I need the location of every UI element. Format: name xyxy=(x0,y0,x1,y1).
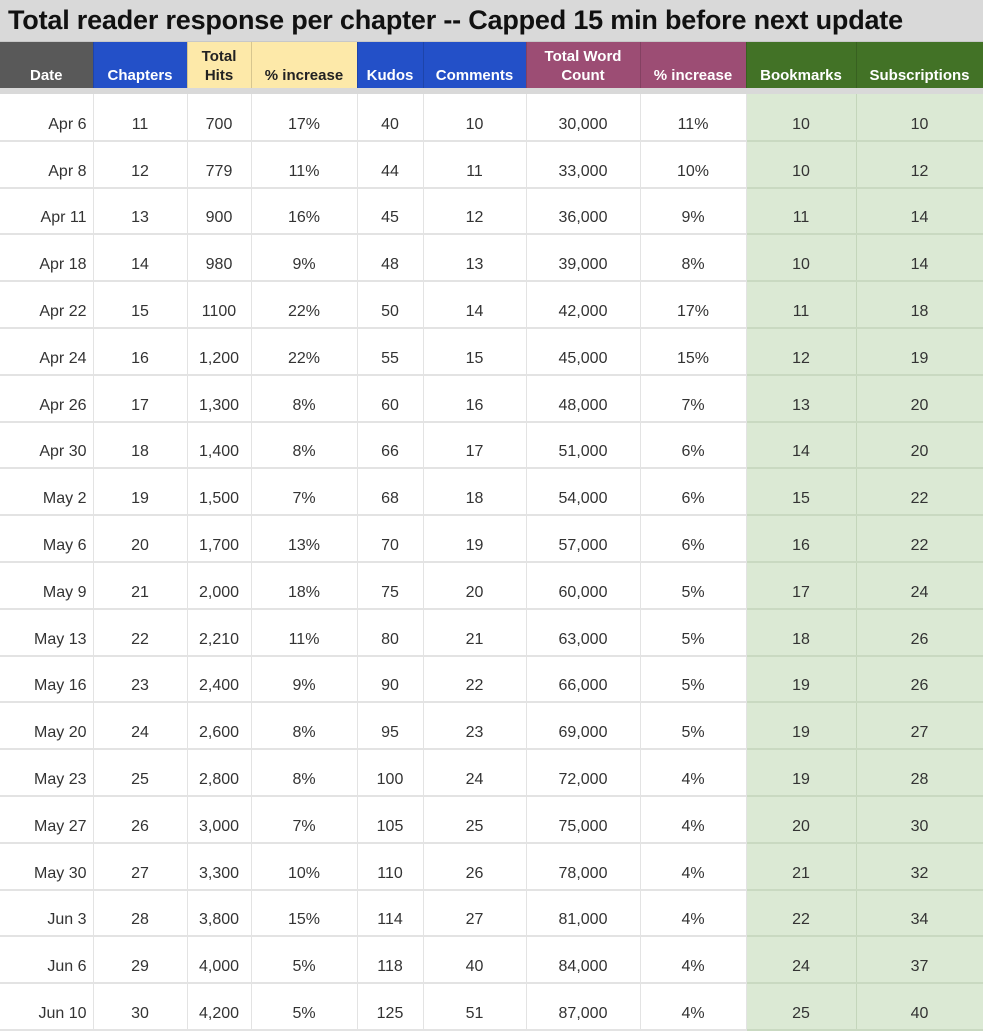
cell-hits-increase[interactable]: 11% xyxy=(251,141,357,188)
table-body xyxy=(0,94,983,1030)
cell-total-word-count[interactable]: 54,000 xyxy=(526,468,640,515)
cell-kudos[interactable]: 55 xyxy=(357,328,423,375)
cell-chapters[interactable]: 19 xyxy=(93,468,187,515)
cell-date[interactable]: May 16 xyxy=(0,656,93,703)
cell-subscriptions[interactable]: 18 xyxy=(856,281,983,328)
cell-subscriptions[interactable]: 26 xyxy=(856,656,983,703)
cell-comments[interactable]: 12 xyxy=(423,188,526,235)
cell-total-word-count[interactable]: 69,000 xyxy=(526,702,640,749)
cell-kudos[interactable]: 95 xyxy=(357,702,423,749)
cell-chapters[interactable]: 22 xyxy=(93,609,187,656)
cell-date[interactable]: Apr 6 xyxy=(0,94,93,141)
cell-total-word-count[interactable]: 57,000 xyxy=(526,515,640,562)
cell-bookmarks[interactable]: 14 xyxy=(746,422,856,469)
cell-hits-increase[interactable]: 5% xyxy=(251,983,357,1030)
cell-chapters[interactable]: 18 xyxy=(93,422,187,469)
cell-chapters[interactable]: 24 xyxy=(93,702,187,749)
cell-subscriptions[interactable]: 40 xyxy=(856,983,983,1030)
header-row xyxy=(0,42,983,88)
cell-chapters[interactable]: 30 xyxy=(93,983,187,1030)
cell-total-hits[interactable]: 2,400 xyxy=(187,656,251,703)
cell-chapters[interactable]: 13 xyxy=(93,188,187,235)
cell-kudos[interactable]: 114 xyxy=(357,890,423,937)
cell-hits-increase[interactable]: 9% xyxy=(251,234,357,281)
cell-kudos[interactable]: 44 xyxy=(357,141,423,188)
cell-bookmarks[interactable]: 19 xyxy=(746,656,856,703)
cell-date[interactable]: Jun 10 xyxy=(0,983,93,1030)
table-row xyxy=(0,749,983,796)
cell-subscriptions[interactable]: 28 xyxy=(856,749,983,796)
cell-bookmarks[interactable]: 19 xyxy=(746,702,856,749)
cell-total-word-count[interactable]: 48,000 xyxy=(526,375,640,422)
cell-total-word-count[interactable]: 84,000 xyxy=(526,936,640,983)
cell-kudos[interactable]: 45 xyxy=(357,188,423,235)
table-row xyxy=(0,188,983,235)
cell-kudos[interactable]: 40 xyxy=(357,94,423,141)
cell-total-hits[interactable]: 1,400 xyxy=(187,422,251,469)
table-row xyxy=(0,515,983,562)
cell-total-hits[interactable]: 4,000 xyxy=(187,936,251,983)
cell-words-increase[interactable]: 17% xyxy=(640,281,746,328)
cell-comments[interactable]: 21 xyxy=(423,609,526,656)
cell-bookmarks[interactable]: 10 xyxy=(746,141,856,188)
header-chapters[interactable]: Chapters xyxy=(93,42,187,88)
table-row xyxy=(0,141,983,188)
cell-bookmarks[interactable]: 10 xyxy=(746,94,856,141)
cell-bookmarks[interactable]: 21 xyxy=(746,843,856,890)
header-date[interactable]: Date xyxy=(0,42,93,88)
cell-bookmarks[interactable]: 22 xyxy=(746,890,856,937)
cell-hits-increase[interactable]: 16% xyxy=(251,188,357,235)
header-word-count-line2: Count xyxy=(561,67,605,84)
reader-response-table xyxy=(0,42,983,1031)
cell-subscriptions[interactable]: 37 xyxy=(856,936,983,983)
cell-comments[interactable]: 26 xyxy=(423,843,526,890)
cell-words-increase[interactable]: 11% xyxy=(640,94,746,141)
cell-words-increase[interactable]: 4% xyxy=(640,890,746,937)
cell-comments[interactable]: 20 xyxy=(423,562,526,609)
cell-chapters[interactable]: 23 xyxy=(93,656,187,703)
cell-date[interactable]: May 9 xyxy=(0,562,93,609)
cell-comments[interactable]: 16 xyxy=(423,375,526,422)
cell-comments[interactable]: 10 xyxy=(423,94,526,141)
cell-subscriptions[interactable]: 30 xyxy=(856,796,983,843)
header-word-count-line1: Total Word xyxy=(544,48,622,65)
cell-words-increase[interactable]: 6% xyxy=(640,515,746,562)
cell-total-hits[interactable]: 2,600 xyxy=(187,702,251,749)
cell-total-hits[interactable]: 1,500 xyxy=(187,468,251,515)
cell-words-increase[interactable]: 8% xyxy=(640,234,746,281)
cell-total-word-count[interactable]: 36,000 xyxy=(526,188,640,235)
header-total-hits-line1: Total xyxy=(201,48,237,65)
table-row xyxy=(0,94,983,141)
cell-comments[interactable]: 22 xyxy=(423,656,526,703)
cell-subscriptions[interactable]: 22 xyxy=(856,468,983,515)
cell-chapters[interactable]: 28 xyxy=(93,890,187,937)
cell-hits-increase[interactable]: 22% xyxy=(251,281,357,328)
cell-date[interactable]: May 27 xyxy=(0,796,93,843)
cell-total-word-count[interactable]: 63,000 xyxy=(526,609,640,656)
cell-date[interactable]: Apr 30 xyxy=(0,422,93,469)
cell-chapters[interactable]: 21 xyxy=(93,562,187,609)
cell-total-word-count[interactable]: 33,000 xyxy=(526,141,640,188)
cell-kudos[interactable]: 48 xyxy=(357,234,423,281)
header-words-increase[interactable]: % increase xyxy=(640,42,746,88)
cell-chapters[interactable]: 17 xyxy=(93,375,187,422)
cell-bookmarks[interactable]: 25 xyxy=(746,983,856,1030)
cell-total-word-count[interactable]: 51,000 xyxy=(526,422,640,469)
cell-bookmarks[interactable]: 11 xyxy=(746,281,856,328)
cell-kudos[interactable]: 60 xyxy=(357,375,423,422)
cell-subscriptions[interactable]: 27 xyxy=(856,702,983,749)
cell-kudos[interactable]: 105 xyxy=(357,796,423,843)
cell-kudos[interactable]: 70 xyxy=(357,515,423,562)
cell-words-increase[interactable]: 5% xyxy=(640,656,746,703)
cell-date[interactable]: Jun 6 xyxy=(0,936,93,983)
cell-date[interactable]: May 30 xyxy=(0,843,93,890)
cell-date[interactable]: Apr 8 xyxy=(0,141,93,188)
cell-total-hits[interactable]: 3,800 xyxy=(187,890,251,937)
cell-bookmarks[interactable]: 13 xyxy=(746,375,856,422)
cell-total-hits[interactable]: 2,000 xyxy=(187,562,251,609)
cell-total-word-count[interactable]: 60,000 xyxy=(526,562,640,609)
cell-hits-increase[interactable]: 10% xyxy=(251,843,357,890)
cell-words-increase[interactable]: 4% xyxy=(640,796,746,843)
cell-comments[interactable]: 18 xyxy=(423,468,526,515)
cell-bookmarks[interactable]: 16 xyxy=(746,515,856,562)
cell-words-increase[interactable]: 5% xyxy=(640,562,746,609)
header-bookmarks[interactable]: Bookmarks xyxy=(746,42,856,88)
cell-total-word-count[interactable]: 42,000 xyxy=(526,281,640,328)
cell-chapters[interactable]: 26 xyxy=(93,796,187,843)
cell-hits-increase[interactable]: 5% xyxy=(251,936,357,983)
cell-total-hits[interactable]: 1,700 xyxy=(187,515,251,562)
table-row xyxy=(0,936,983,983)
cell-total-word-count[interactable]: 75,000 xyxy=(526,796,640,843)
cell-total-hits[interactable]: 700 xyxy=(187,94,251,141)
cell-total-word-count[interactable]: 87,000 xyxy=(526,983,640,1030)
cell-kudos[interactable]: 110 xyxy=(357,843,423,890)
cell-words-increase[interactable]: 4% xyxy=(640,749,746,796)
table-row xyxy=(0,890,983,937)
cell-date[interactable]: May 23 xyxy=(0,749,93,796)
cell-date[interactable]: May 6 xyxy=(0,515,93,562)
cell-hits-increase[interactable]: 8% xyxy=(251,375,357,422)
cell-total-word-count[interactable]: 72,000 xyxy=(526,749,640,796)
table-row xyxy=(0,375,983,422)
header-total-hits-line2: Hits xyxy=(204,67,234,84)
header-subscriptions[interactable]: Subscriptions xyxy=(856,42,983,88)
cell-kudos[interactable]: 80 xyxy=(357,609,423,656)
cell-date[interactable]: May 20 xyxy=(0,702,93,749)
cell-subscriptions[interactable]: 10 xyxy=(856,94,983,141)
cell-date[interactable]: Jun 3 xyxy=(0,890,93,937)
cell-date[interactable]: Apr 11 xyxy=(0,188,93,235)
cell-comments[interactable]: 13 xyxy=(423,234,526,281)
header-hits-increase[interactable]: % increase xyxy=(251,42,357,88)
cell-hits-increase[interactable]: 7% xyxy=(251,468,357,515)
cell-subscriptions[interactable]: 34 xyxy=(856,890,983,937)
cell-subscriptions[interactable]: 19 xyxy=(856,328,983,375)
header-total-hits[interactable] xyxy=(187,42,251,88)
cell-total-hits[interactable]: 980 xyxy=(187,234,251,281)
cell-hits-increase[interactable]: 18% xyxy=(251,562,357,609)
cell-comments[interactable]: 15 xyxy=(423,328,526,375)
cell-kudos[interactable]: 75 xyxy=(357,562,423,609)
cell-chapters[interactable]: 29 xyxy=(93,936,187,983)
cell-subscriptions[interactable]: 26 xyxy=(856,609,983,656)
cell-words-increase[interactable]: 7% xyxy=(640,375,746,422)
cell-words-increase[interactable]: 15% xyxy=(640,328,746,375)
cell-words-increase[interactable]: 10% xyxy=(640,141,746,188)
cell-total-hits[interactable]: 1,200 xyxy=(187,328,251,375)
cell-words-increase[interactable]: 6% xyxy=(640,468,746,515)
header-comments[interactable]: Comments xyxy=(423,42,526,88)
cell-comments[interactable]: 51 xyxy=(423,983,526,1030)
cell-chapters[interactable]: 15 xyxy=(93,281,187,328)
cell-comments[interactable]: 27 xyxy=(423,890,526,937)
cell-hits-increase[interactable]: 13% xyxy=(251,515,357,562)
cell-kudos[interactable]: 118 xyxy=(357,936,423,983)
cell-total-word-count[interactable]: 66,000 xyxy=(526,656,640,703)
cell-comments[interactable]: 24 xyxy=(423,749,526,796)
cell-total-hits[interactable]: 1,300 xyxy=(187,375,251,422)
cell-chapters[interactable]: 16 xyxy=(93,328,187,375)
header-kudos[interactable]: Kudos xyxy=(357,42,423,88)
cell-words-increase[interactable]: 5% xyxy=(640,702,746,749)
cell-subscriptions[interactable]: 12 xyxy=(856,141,983,188)
cell-comments[interactable]: 17 xyxy=(423,422,526,469)
cell-kudos[interactable]: 66 xyxy=(357,422,423,469)
cell-kudos[interactable]: 100 xyxy=(357,749,423,796)
cell-total-word-count[interactable]: 78,000 xyxy=(526,843,640,890)
table-row xyxy=(0,468,983,515)
cell-words-increase[interactable]: 9% xyxy=(640,188,746,235)
cell-total-hits[interactable]: 3,300 xyxy=(187,843,251,890)
cell-hits-increase[interactable]: 9% xyxy=(251,656,357,703)
table-row xyxy=(0,422,983,469)
cell-kudos[interactable]: 90 xyxy=(357,656,423,703)
table-row xyxy=(0,702,983,749)
table-row xyxy=(0,983,983,1030)
cell-subscriptions[interactable]: 20 xyxy=(856,422,983,469)
cell-words-increase[interactable]: 6% xyxy=(640,422,746,469)
cell-chapters[interactable]: 20 xyxy=(93,515,187,562)
table-row xyxy=(0,796,983,843)
cell-hits-increase[interactable]: 8% xyxy=(251,422,357,469)
cell-total-hits[interactable]: 2,800 xyxy=(187,749,251,796)
cell-subscriptions[interactable]: 20 xyxy=(856,375,983,422)
cell-bookmarks[interactable]: 11 xyxy=(746,188,856,235)
table-row xyxy=(0,234,983,281)
cell-bookmarks[interactable]: 18 xyxy=(746,609,856,656)
cell-date[interactable]: Apr 24 xyxy=(0,328,93,375)
cell-comments[interactable]: 40 xyxy=(423,936,526,983)
cell-date[interactable]: Apr 26 xyxy=(0,375,93,422)
table-row xyxy=(0,281,983,328)
cell-subscriptions[interactable]: 14 xyxy=(856,234,983,281)
cell-date[interactable]: May 2 xyxy=(0,468,93,515)
cell-hits-increase[interactable]: 11% xyxy=(251,609,357,656)
cell-chapters[interactable]: 11 xyxy=(93,94,187,141)
cell-words-increase[interactable]: 5% xyxy=(640,609,746,656)
cell-date[interactable]: May 13 xyxy=(0,609,93,656)
cell-hits-increase[interactable]: 17% xyxy=(251,94,357,141)
cell-total-hits[interactable]: 3,000 xyxy=(187,796,251,843)
cell-words-increase[interactable]: 4% xyxy=(640,843,746,890)
cell-chapters[interactable]: 25 xyxy=(93,749,187,796)
cell-bookmarks[interactable]: 19 xyxy=(746,749,856,796)
table-row xyxy=(0,656,983,703)
cell-bookmarks[interactable]: 20 xyxy=(746,796,856,843)
cell-total-word-count[interactable]: 81,000 xyxy=(526,890,640,937)
cell-total-hits[interactable]: 1100 xyxy=(187,281,251,328)
cell-total-word-count[interactable]: 39,000 xyxy=(526,234,640,281)
cell-total-word-count[interactable]: 30,000 xyxy=(526,94,640,141)
cell-chapters[interactable]: 27 xyxy=(93,843,187,890)
table-row xyxy=(0,843,983,890)
cell-hits-increase[interactable]: 22% xyxy=(251,328,357,375)
table-row xyxy=(0,562,983,609)
cell-bookmarks[interactable]: 12 xyxy=(746,328,856,375)
cell-words-increase[interactable]: 4% xyxy=(640,936,746,983)
cell-comments[interactable]: 14 xyxy=(423,281,526,328)
cell-total-hits[interactable]: 779 xyxy=(187,141,251,188)
cell-total-hits[interactable]: 900 xyxy=(187,188,251,235)
table-row xyxy=(0,328,983,375)
cell-date[interactable]: Apr 18 xyxy=(0,234,93,281)
cell-comments[interactable]: 25 xyxy=(423,796,526,843)
cell-chapters[interactable]: 12 xyxy=(93,141,187,188)
cell-bookmarks[interactable]: 10 xyxy=(746,234,856,281)
cell-hits-increase[interactable]: 15% xyxy=(251,890,357,937)
cell-bookmarks[interactable]: 17 xyxy=(746,562,856,609)
cell-subscriptions[interactable]: 32 xyxy=(856,843,983,890)
cell-kudos[interactable]: 125 xyxy=(357,983,423,1030)
cell-hits-increase[interactable]: 7% xyxy=(251,796,357,843)
cell-total-hits[interactable]: 4,200 xyxy=(187,983,251,1030)
sheet-title[interactable]: Total reader response per chapter -- Capped 15 min before next update xyxy=(0,0,983,42)
cell-comments[interactable]: 19 xyxy=(423,515,526,562)
cell-subscriptions[interactable]: 24 xyxy=(856,562,983,609)
cell-subscriptions[interactable]: 22 xyxy=(856,515,983,562)
header-total-word-count[interactable] xyxy=(526,42,640,88)
cell-total-hits[interactable]: 2,210 xyxy=(187,609,251,656)
cell-date[interactable]: Apr 22 xyxy=(0,281,93,328)
cell-total-word-count[interactable]: 45,000 xyxy=(526,328,640,375)
cell-bookmarks[interactable]: 15 xyxy=(746,468,856,515)
cell-bookmarks[interactable]: 24 xyxy=(746,936,856,983)
cell-kudos[interactable]: 50 xyxy=(357,281,423,328)
cell-subscriptions[interactable]: 14 xyxy=(856,188,983,235)
cell-hits-increase[interactable]: 8% xyxy=(251,749,357,796)
cell-words-increase[interactable]: 4% xyxy=(640,983,746,1030)
cell-comments[interactable]: 11 xyxy=(423,141,526,188)
cell-chapters[interactable]: 14 xyxy=(93,234,187,281)
cell-hits-increase[interactable]: 8% xyxy=(251,702,357,749)
cell-kudos[interactable]: 68 xyxy=(357,468,423,515)
table-row xyxy=(0,609,983,656)
cell-comments[interactable]: 23 xyxy=(423,702,526,749)
